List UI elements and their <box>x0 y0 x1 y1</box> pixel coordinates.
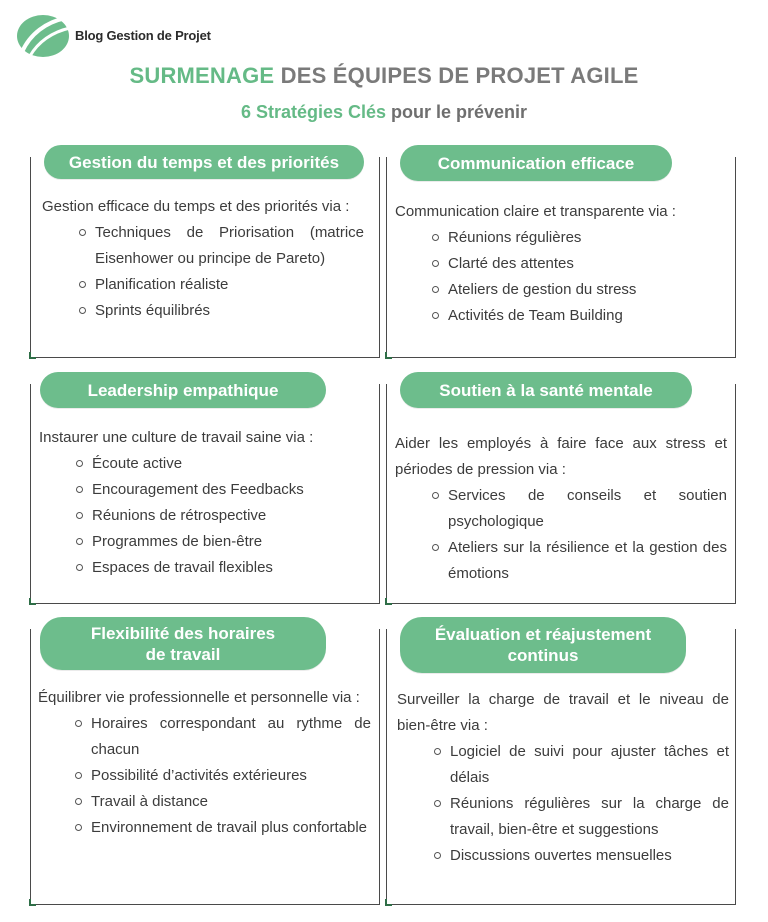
list-item: Horaires correspondant au rythme de chacun <box>91 711 371 763</box>
list-item: Activités de Team Building <box>448 303 720 329</box>
title-rest: DES ÉQUIPES DE PROJET AGILE <box>274 63 639 88</box>
list-item: Techniques de Priorisation (matrice Eisenhower ou principe de Pareto) <box>95 220 364 272</box>
list-item: Clarté des attentes <box>448 251 720 277</box>
list-item: Ateliers de gestion du stress <box>448 277 720 303</box>
strategy-card-time-management <box>30 145 380 358</box>
list-item: Discussions ouvertes mensuelles <box>450 843 729 869</box>
subtitle-accent: 6 Stratégies Clés <box>240 102 387 122</box>
card-title-line-2: continus <box>507 646 579 665</box>
list-item: Environnement de travail plus confortable <box>91 815 371 841</box>
card-intro: Gestion efficace du temps et des priorités via : <box>42 198 350 215</box>
brand-name: Blog Gestion de Projet <box>75 28 211 43</box>
card-title-line-1: Évaluation et réajustement <box>434 625 652 644</box>
list-item: Réunions régulières <box>448 225 720 251</box>
blog-logo-icon <box>16 12 76 58</box>
card-title-line-2: de travail <box>145 644 221 664</box>
list-item: Réunions régulières sur la charge de travail, bien-être et suggestions <box>450 791 729 843</box>
card-title: Communication efficace <box>400 145 672 181</box>
list-item: Services de conseils et soutien psychologique <box>448 483 727 535</box>
card-intro: Instaurer une culture de travail saine via : <box>39 429 314 446</box>
page-subtitle <box>0 102 768 123</box>
strategy-card-flexibility <box>30 617 380 905</box>
list-item: Possibilité d’activités extérieures <box>91 763 371 789</box>
strategy-card-communication <box>386 145 736 358</box>
list-item: Programmes de bien-être <box>92 529 364 555</box>
title-accent: SURMENAGE <box>129 63 275 88</box>
list-item: Réunions de rétrospective <box>92 503 364 529</box>
list-item: Écoute active <box>92 451 364 477</box>
subtitle-rest: pour le prévenir <box>386 102 528 122</box>
list-item: Ateliers sur la résilience et la gestion des émotions <box>448 535 727 587</box>
list-item: Travail à distance <box>91 789 371 815</box>
card-intro: Communication claire et transparente via : <box>395 203 676 220</box>
strategy-card-mental-health <box>386 372 736 604</box>
card-intro: Surveiller la charge de travail et le niveau de bien-être via : <box>397 691 729 734</box>
card-title: Leadership empathique <box>40 372 326 408</box>
card-title <box>400 617 686 673</box>
card-title: Soutien à la santé mentale <box>400 372 692 408</box>
page-title <box>0 63 768 89</box>
list-item: Logiciel de suivi pour ajuster tâches et délais <box>450 739 729 791</box>
strategy-card-evaluation <box>386 617 736 905</box>
card-title: Gestion du temps et des priorités <box>44 145 364 179</box>
list-item: Planification réaliste <box>95 272 364 298</box>
strategy-card-leadership <box>30 372 380 604</box>
list-item: Espaces de travail flexibles <box>92 555 364 581</box>
card-intro: Aider les employés à faire face aux stress et périodes de pression via : <box>395 435 727 478</box>
card-title <box>40 617 326 670</box>
list-item: Sprints équilibrés <box>95 298 364 324</box>
card-title-line-1: Flexibilité des horaires <box>90 623 276 643</box>
card-intro: Équilibrer vie professionnelle et personnelle via : <box>38 689 360 706</box>
list-item: Encouragement des Feedbacks <box>92 477 364 503</box>
